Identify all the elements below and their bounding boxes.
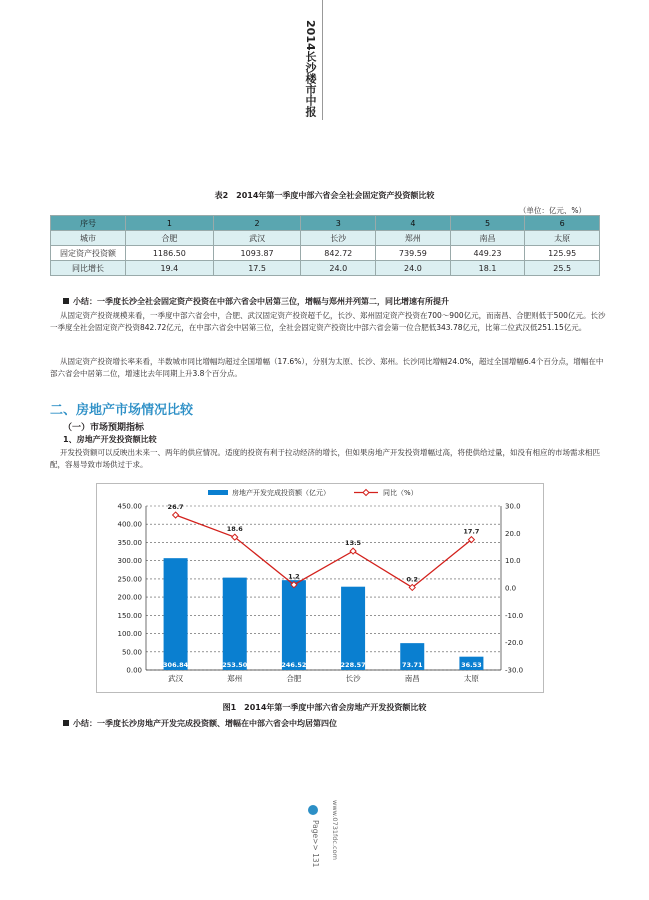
table-row: [51, 246, 600, 261]
table-cell: 4: [376, 216, 451, 231]
table-cell: 739.59: [376, 246, 451, 261]
table-caption: 表2 2014年第一季度中部六省会全社会固定资产投资额比较: [214, 191, 435, 200]
x-tick-label: 南昌: [404, 674, 420, 683]
line-value-label: 0.2: [406, 575, 419, 584]
x-tick-label: 郑州: [227, 674, 243, 683]
summary-2-text: 小结：一季度长沙房地产开发完成投资额、增幅在中部六省会中均居第四位: [73, 719, 337, 728]
bar-value-label: 36.53: [461, 661, 482, 669]
right-tick-label: 10.0: [505, 557, 521, 566]
table-cell: 842.72: [301, 246, 376, 261]
right-tick-label: 20.0: [505, 529, 521, 538]
row-label: 同比增长: [51, 261, 126, 276]
table-row: [51, 261, 600, 276]
paragraph-investment: 开发投资额可以反映出未来一、两年的供应情况。适度的投资有利于拉动经济的增长，但如果房地产开发投资增幅过高，将使供给过量，如没有相应的市场需求相匹配，容易导致市场供过于求。: [50, 448, 600, 469]
x-tick-label: 长沙: [345, 674, 361, 683]
website-url: www.0731fdc.com: [331, 800, 339, 860]
table-cell: 17.5: [213, 261, 301, 276]
figure-caption: 图1 2014年第一季度中部六省会房地产开发投资额比较: [222, 703, 427, 712]
table-cell: 长沙: [301, 231, 376, 246]
table-cell: 1093.87: [213, 246, 301, 261]
right-tick-label: 30.0: [505, 502, 521, 511]
chart-legend: [208, 488, 418, 497]
subsection-title: （一）市场预期指标: [63, 423, 145, 433]
right-tick-label: -10.0: [505, 611, 524, 620]
bar: [341, 587, 365, 670]
investment-table: [50, 215, 600, 276]
page-number: Page>> 131: [311, 820, 320, 868]
left-tick-label: 450.00: [117, 502, 142, 511]
subsubsection-title: 1、房地产开发投资额比较: [63, 435, 157, 444]
table-cell: 19.4: [126, 261, 214, 276]
line-value-label: 13.5: [345, 539, 362, 548]
legend-line-label: 同比（%）: [383, 489, 418, 497]
table-cell: 1186.50: [126, 246, 214, 261]
left-tick-label: 400.00: [117, 520, 142, 529]
table-cell: 郑州: [376, 231, 451, 246]
table-cell: 3: [301, 216, 376, 231]
row-label: 序号: [51, 216, 126, 231]
summary-1-text: 小结：一季度长沙全社会固定资产投资在中部六省会中居第三位，增幅与郑州并列第二，同比增速有所提升: [73, 297, 449, 306]
square-bullet-icon: [63, 720, 69, 726]
table-cell: 武汉: [213, 231, 301, 246]
section-title: 二、房地产市场情况比较: [50, 403, 194, 418]
page-dot-icon: [308, 805, 318, 815]
legend-bar-swatch: [208, 490, 228, 495]
left-tick-label: 350.00: [117, 538, 142, 547]
left-tick-label: 300.00: [117, 557, 142, 566]
legend-bar-label: 房地产开发完成投资额（亿元）: [232, 489, 330, 497]
square-bullet-icon: [63, 298, 69, 304]
left-tick-label: 50.00: [121, 648, 142, 657]
table-cell: 24.0: [301, 261, 376, 276]
bar-value-label: 246.52: [281, 661, 307, 669]
table-cell: 25.5: [525, 261, 600, 276]
x-tick-label: 武汉: [168, 674, 184, 683]
row-label: 固定资产投资额: [51, 246, 126, 261]
table-cell: 1: [126, 216, 214, 231]
left-tick-label: 100.00: [117, 630, 142, 639]
table-cell: 5: [450, 216, 525, 231]
x-tick-label: 太原: [463, 674, 479, 683]
table-cell: 太原: [525, 231, 600, 246]
bar: [223, 578, 247, 670]
table-row: [51, 231, 600, 246]
paragraph-growth: 从固定资产投资增长率来看，半数城市同比增幅均超过全国增幅（17.6%），分别为太原、长沙、郑州。长沙同比增幅24.0%，超过全国增幅6.4个百分点，增幅在中部六省会中居第二位，增速比去年同期上升3.8个百分点。: [50, 357, 604, 378]
bar-value-label: 228.57: [340, 661, 366, 669]
right-tick-label: 0.0: [505, 584, 517, 593]
left-tick-label: 0.00: [126, 666, 142, 675]
left-tick-label: 150.00: [117, 611, 142, 620]
line-value-label: 17.7: [463, 527, 480, 536]
line-value-label: 26.7: [167, 503, 184, 512]
table-row: [51, 216, 600, 231]
line-value-label: 18.6: [226, 525, 243, 534]
table-cell: 24.0: [376, 261, 451, 276]
right-tick-label: -30.0: [505, 666, 524, 675]
table-cell: 6: [525, 216, 600, 231]
table-cell: 2: [213, 216, 301, 231]
table-unit: （单位：亿元、%）: [518, 206, 586, 215]
bar-value-label: 306.84: [163, 661, 189, 669]
table-cell: 125.95: [525, 246, 600, 261]
vertical-header-title: 2014长沙楼市中报: [304, 20, 317, 117]
bar-value-label: 73.71: [401, 661, 423, 669]
bar: [282, 580, 306, 670]
paragraph-scale: 从固定资产投资规模来看，一季度中部六省会中，合肥、武汉固定资产投资超千亿，长沙、郑州固定资产投资在700～900亿元，而南昌、合肥则低于500亿元。长沙一季度全社会固定资产投资842.72亿元，在中部六省会中居第三位，全社会固定资产投资比中部六省会第一位合肥低343.78亿元，比第二位武汉低251.15亿元。: [50, 311, 606, 332]
line-value-label: 1.2: [288, 572, 300, 581]
left-tick-label: 250.00: [117, 575, 142, 584]
table-cell: 449.23: [450, 246, 525, 261]
row-label: 城市: [51, 231, 126, 246]
summary-2: [63, 718, 337, 729]
x-tick-label: 合肥: [286, 674, 302, 683]
bar-value-label: 253.50: [222, 661, 248, 669]
table-cell: 合肥: [126, 231, 214, 246]
investment-chart: [96, 483, 544, 693]
header-divider: [322, 0, 323, 120]
left-tick-label: 200.00: [117, 593, 142, 602]
summary-1: [63, 296, 449, 307]
right-tick-label: -20.0: [505, 639, 524, 648]
table-cell: 南昌: [450, 231, 525, 246]
bar: [164, 558, 188, 670]
table-cell: 18.1: [450, 261, 525, 276]
